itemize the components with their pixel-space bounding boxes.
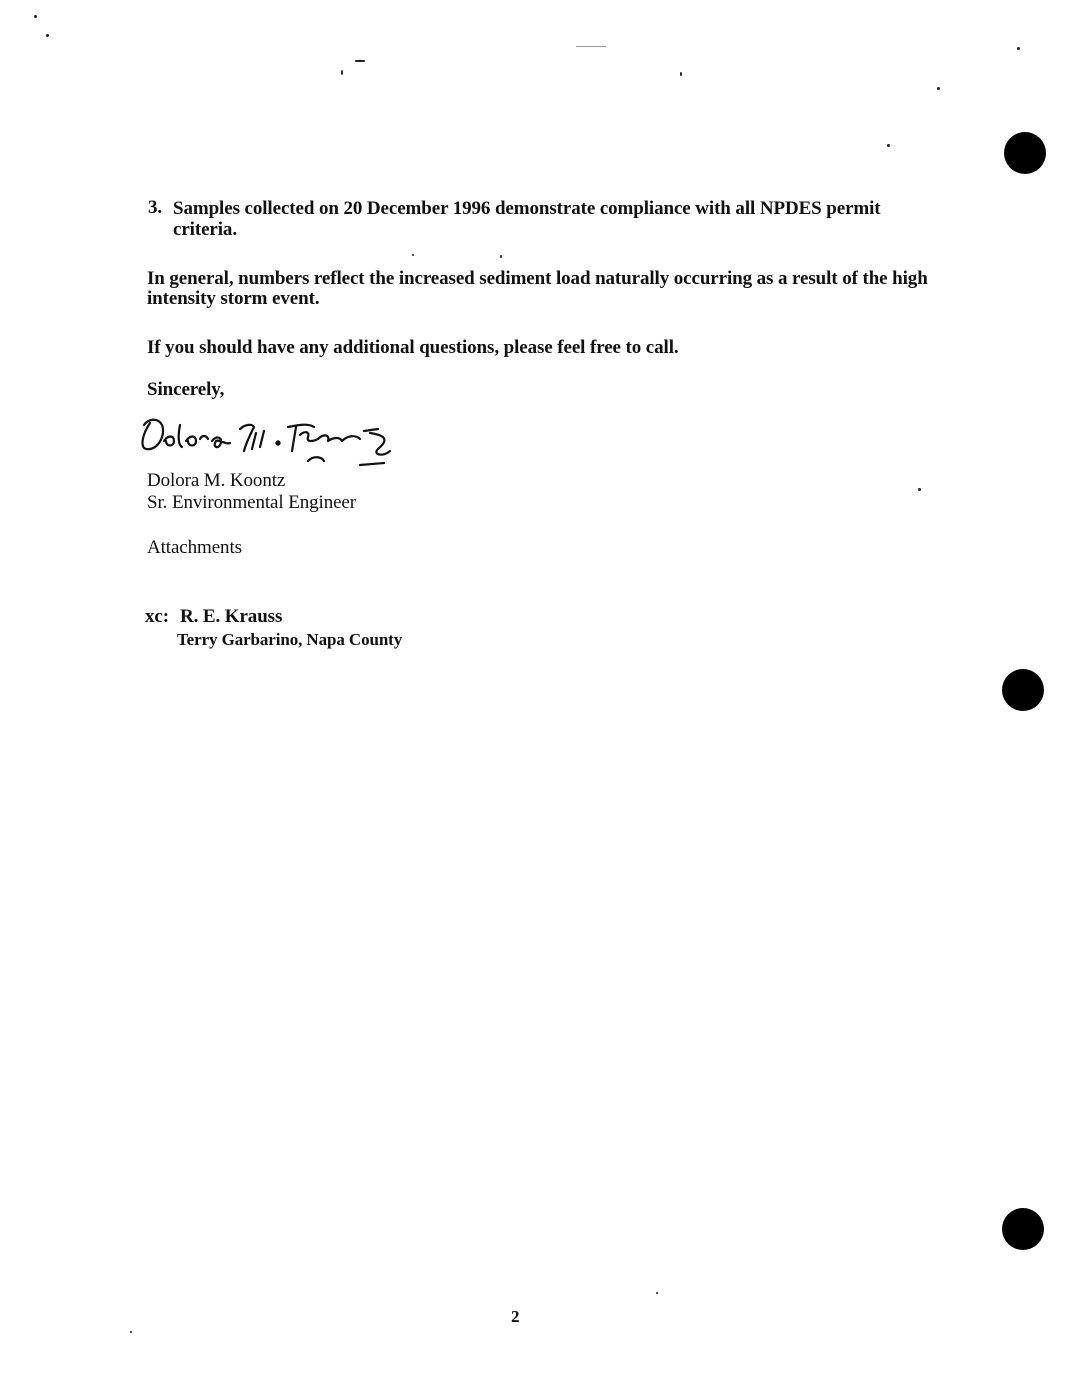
cc-recipient-1: R. E. Krauss [180,606,283,627]
scan-speck [500,255,502,258]
closing: Sincerely, [147,379,225,400]
scan-speck [46,34,49,37]
attachments-label: Attachments [147,537,242,558]
item-3-line-2: criteria. [173,219,237,240]
questions-paragraph: If you should have any additional questions, please feel free to call. [147,337,679,358]
signer-name: Dolora M. Koontz [147,470,286,491]
scan-speck [1017,47,1020,50]
scan-speck [680,72,682,76]
general-paragraph-line-1: In general, numbers reflect the increased sediment load naturally occurring as a result of the high [147,268,928,289]
scan-speck [576,46,606,47]
signer-title: Sr. Environmental Engineer [147,492,356,513]
scan-speck [918,488,921,491]
punch-hole-top [1004,132,1046,174]
cc-label: xc: [145,606,169,627]
item-3-number: 3. [148,197,163,218]
punch-hole-bottom [1002,1208,1044,1250]
scan-speck [887,144,890,147]
scan-speck [937,87,940,90]
scan-speck [34,15,37,18]
scan-speck [130,1331,132,1333]
general-paragraph-line-2: intensity storm event. [147,288,320,309]
cc-recipient-2: Terry Garbarino, Napa County [177,630,403,649]
scan-speck [341,70,343,75]
item-3-line-1: Samples collected on 20 December 1996 demonstrate compliance with all NPDES permit [173,198,881,219]
scan-speck [656,1292,658,1294]
page-number: 2 [511,1307,520,1326]
scan-speck [355,60,365,62]
punch-hole-middle [1002,669,1044,711]
scan-speck [412,254,414,256]
